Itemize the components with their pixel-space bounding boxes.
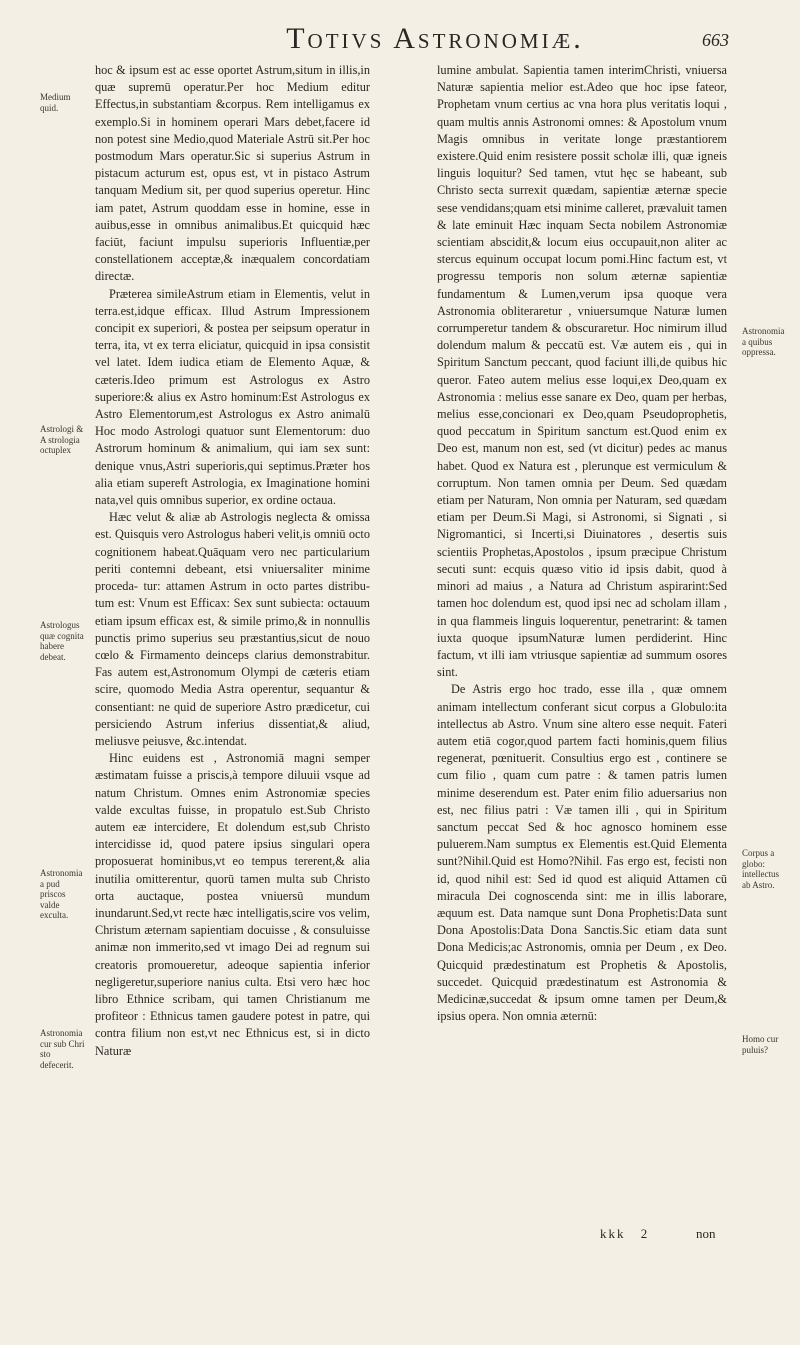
right-paragraph-1: lumine ambulat. Sapientia tamen interimChristi, vniuersa Naturæ sapientia melior est.Adeo que hoc ipse fateor, Prophetam vnum certius ac vna hora plus veritatis loqui , quam multis annis Astronomi omnes: & Apostolum vnum Magis omnibus in veritate longe præstantiorem existere.Quid enim resistere possit scholæ illi, quæ igneis linguis loquitur? Sed tamen, vtut hęc se habeant, sub Christo secta surrexit quædam, sapientiæ æternæ specie sese vendidans;quam etsi minime calleret, prævaluit tamen & late eminuit Hæc inquam Secta nobilem Astronomiæ scientiam abscidit,& locum eius occupauit,non aliter ac stercus equinum occupat locum pomi.Hinc factum est, vt progressu temporis non solum æternæ sapientiæ fundamentum & Lumen,verum ipsa quoque vera Astronomia obliteraretur , vniuersumque Naturæ lumen corrumperetur tandem & obscuraretur. Hoc nimirum illud dolendum malum & peccatū est. Væ autem eis , qui in Spiritum Sanctum peccant, quod faciunt illi,de quibus hic queror. Fateo autem melius esse loqui,ex Deo,quam ex Astronomia : melius esse sanare ex Deo, quam per herbas, melius esse,concionari ex Deo,quam Pseudoprophetis, quod peccatum in Spiritum sanctum est.Quod enim ex Deo est, manum non est, sed (vt dicitur) pedes ac manus habet. Quod ex Natura est , plerunque est vermiculum & corruptum. Non tamen omnia per Deum. Sed quædam etiam per Naturam, Non omnia per Naturam, sed quædam etiam per Deum.Si Magi, si Astronomi, si Signati , si Nigromantici, si Incerti,si Diuinatores , desertis suis scientiis Prophetas,Apostolos , ipsum præcipue Christum secuti sunt: ecquis quæso vitio id ipsis dabit, quod à minori ad maius , a Natura ad Christum aspirarint:Sed tamen hoc dolendum est, quod ipsi nec ad scholam illam , in qua flammeis linguis loquerentur, penetrarint: & tamen iuxta quoque ipsumNaturæ lumen perdiderint. Hinc factum, vt illi iam vtriusque sapientiæ ad summum osores sint. [437, 63, 727, 680]
left-column [95, 62, 370, 1060]
right-column [437, 62, 727, 1025]
page-number: 663 [702, 30, 729, 50]
margin-note-oppressa: Astronomia a quibus oppressa. [742, 326, 785, 357]
margin-note-astrologus: Astrologus quæ cognita habere debeat. [40, 620, 84, 662]
running-head: Totivs Astronomiæ. [286, 22, 584, 55]
signature-number: 2 [640, 1226, 650, 1241]
left-paragraph-1: hoc & ipsum est ac esse oportet Astrum,situm in illis,in quæ supremū operatur.Per hoc Medium editur Effectus,in substantiam &corpus. Rem intelligamus ex exemplo.Si in hominem operari Mars debet,facere id non potest sine Medio,quod Materiale Astrū sit.Per hoc postmodum Mars operatur.Sic si superius Astrum in pistacum acturum est, opus est, vt in pistaco Astrum tanquam Medium sit, per quod superius operetur. Hinc iam patet, Astrum quoddam esse in homine, esse in auibus,esse in omnibus animalibus.Et quicquid hæc faciūt, faciunt impulsu superioris Influentiæ,per constellationem acceptæ,& inæqualem concordatiam directæ. [95, 63, 370, 284]
catchword: non [696, 1226, 716, 1241]
left-paragraph-2: Præterea simileAstrum etiam in Elementis, velut in terra.est,idque efficax. Illud Astrum Impressionem concipit ex superiori, & postea per seipsum operatur in terra, ita, vt ex terra eliciatur, quicquid in ipsa consistit vel latet. Idem iudica etiam de Elemento Aquæ, & cæteris.Ideo primum est Astrologus ex Astro superiore:& alius ex Astro hominum:Est Astrologus ex Astro Elementorum,est Astrologus ex Astro animalū Hoc modo Astrologi quatuor sunt Elementorum: duo Astrorum hominum & animalium, qui iam sex sunt: denique vnus,Astri superioris,qui septimus.Præter hos alia etiam supereft Astrologia, ex Imaginatione homini nata,vel quis omnibus superior, ex ordine octaua. [95, 286, 370, 508]
signature-mark [600, 1226, 649, 1242]
margin-note-medium: Medium quid. [40, 92, 71, 113]
right-paragraph-2: De Astris ergo hoc trado, esse illa , quæ omnem animam intellectum conferant sicut corpus a Globulo:ita intellectus ab Astro. Vnum sine altero esse nequit. Fateri autem etiā cogor,quod partem facti hominis,quem filius regenerat, pœnituerit. Consultius ergo est , continere se cum filio , quam cum patre : & tamen patris lumen minime deserendum est. Pater enim filio aduersarius non est, nec filius patri : Væ tamen illi , qui in Spiritum sanctum peccat Sed & hoc agnosco hominem esse puluerem.Nam sumptus ex Elementis est.Quid Elementa sunt?Nihil.Quid est Homo?Nihil. Fas ergo est, fecisti non id, quod nihil est: Sed id quod est aliquid Attamen cū miracula Dei cognoscenda sint: me in illis laborare, æquum est. Data namque sunt Dona Prophetis:Data sunt Dona Apostolis:Data Dona Sanctis.Sic etiam data sunt Dona Medicis;ac Astronomis, omnia per Deum , ex Deo. Quicquid prædestinatum est Prophetis & Apostolis, succedet. Quicquid prædestinatum est Astronomia & Medicinæ,succedat & ipsum omne tamen per Deum,& ipsius opera. Non omnia æternū: [437, 682, 727, 1024]
left-paragraph-3: Hæc velut & aliæ ab Astrologis neglecta & omissa est. Quisquis vero Astrologus haberi velit,is omniū octo cognitionem habeat.Quāquam vero nec particularium periti contemni debeant, etsi vniuersaliter minime proceda- tur: attamen Astrum in octo partes distribu- tum est: Vnum est Efficax: Sex sunt subiecta: octauum etiam ipsum efficax est, & simile primo,& in nonnullis punctis primo superius seu præstantius,sicut de nouo cœlo & Firmamento deinceps clarius demonstrabitur. Fas autem est,Astronomum Olympi de cæteris etiam scire, quomodo Media Astra operentur, sequantur & consentiant: ne quid de superiore Astro prædicetur, cui persiciendo Astrum inferius dissentiat,& aliud, meliusve peiusve, &c.intendat. [95, 510, 370, 748]
margin-note-astronomia-christ: Astronomia cur sub Chri sto defecerit. [40, 1028, 85, 1070]
margin-note-homo: Homo cur puluis? [742, 1034, 779, 1055]
left-paragraph-4: Hinc euidens est , Astronomiā magni semper æstimatam fuisse a priscis,à tempore diluuii vsque ad natum Christum. Omnes enim Astronomiæ species valde excultas fuisse, in propatulo est.Sub Christo autem eæ intercidere, Et dolendum est,sub Christo intercidisse id, quod patere ipsius singulari opera proposuerat hominibus,vt eo tempus tererent,& alia inutilia omitterentur, quorū tamen multa sub Christo orta auctaque, postea vniuersū mundum inundarunt.Sed,vt recte hæc intelligatis,scire vos velim, Christum æternam sapientiam docuisse , & consuluisse animæ non immerito,sed vt imago Dei ad regnum sui creatoris promoueretur, adeoque sapientia inferior negligeretur,superiore nanius culta. Etsi vero hæc hoc libro Ethnice scribam, qui tamen Christianum me profiteor : Ethnicus tamen gaudere potest in patre, qui contra filium non est,vt nec Ethnicus est, si in dicto Naturæ [95, 751, 370, 1058]
signature-letters: kkk [600, 1226, 626, 1241]
margin-note-corpus: Corpus a globo: intellectus ab Astro. [742, 848, 779, 890]
margin-note-astronomia-prisci: Astronomia a pud priscos valde exculta. [40, 868, 83, 920]
margin-note-astrologi: Astrologi & A strologia octuplex [40, 424, 84, 455]
